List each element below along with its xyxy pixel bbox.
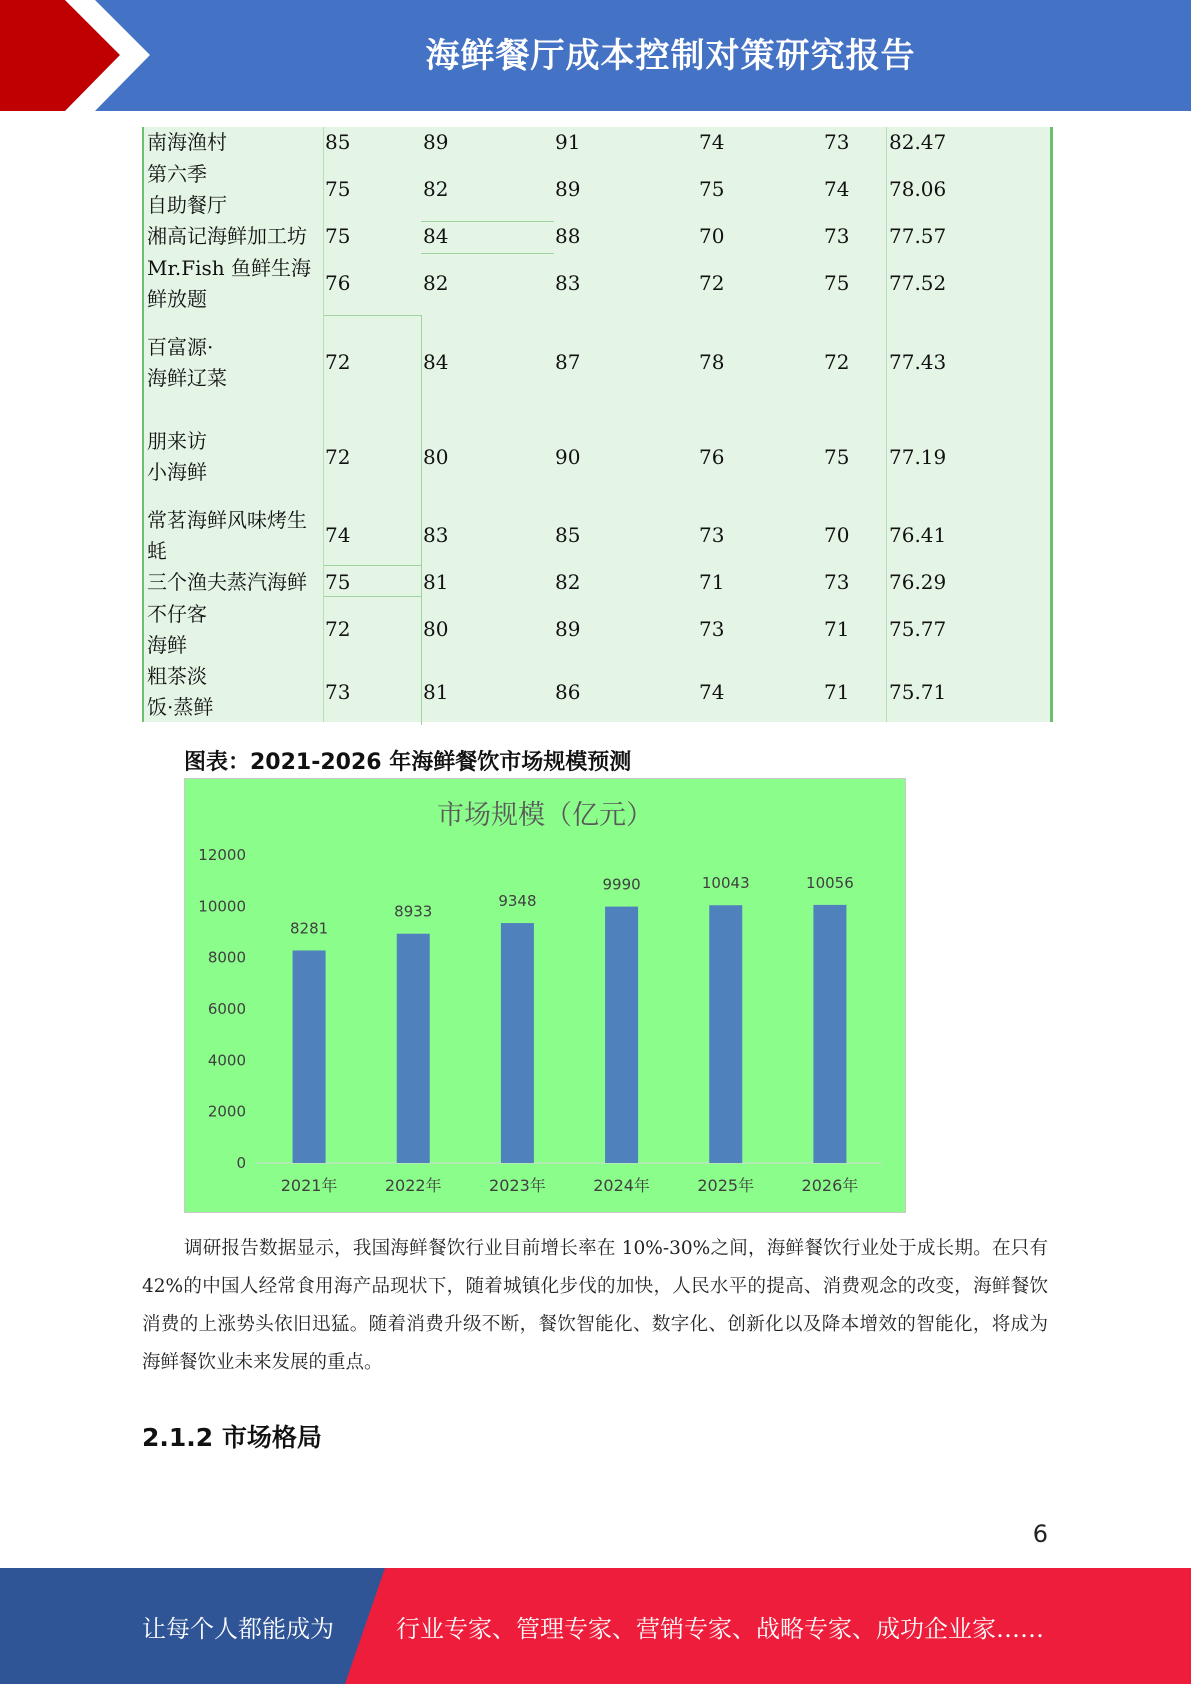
score-cell: 90 [555,444,581,469]
total-score-cell: 82.47 [889,130,947,154]
ranking-table [142,127,1053,722]
score-cell: 80 [423,617,449,641]
y-tick-label: 6000 [207,1000,246,1018]
score-cell: 73 [824,130,850,154]
score-cell: 73 [325,679,351,704]
total-score-cell: 77.52 [889,271,947,295]
table-row [144,158,1050,221]
score-cell: 72 [824,350,850,374]
score-cell: 72 [699,271,725,295]
score-cell: 78 [699,350,725,374]
data-label: 9990 [602,875,641,894]
score-cell: 74 [824,177,850,201]
data-label: 8933 [394,902,433,921]
chart-bar [813,905,846,1163]
report-title: 海鲜餐厅成本控制对策研究报告 [425,36,916,76]
table-row [144,567,1050,598]
restaurant-name-cell: 朋来访 小海鲜 [147,429,207,484]
data-label: 8281 [289,919,329,938]
y-tick-label: 4000 [207,1051,246,1070]
total-score-cell: 77.57 [889,224,947,248]
chart-title: 市场规模（亿元） [437,800,653,831]
score-cell: 72 [325,617,351,641]
restaurant-name-cell: 南海渔村 [147,130,227,154]
score-cell: 75 [325,570,351,594]
score-cell: 85 [325,130,351,154]
total-score-cell: 75.71 [889,679,947,704]
y-tick-label: 0 [236,1154,246,1172]
score-cell: 88 [555,224,581,248]
chart-bar [709,905,742,1163]
body-paragraph: 调研报告数据显示，我国海鲜餐饮行业目前增长率在 10%-30%之间，海鲜餐饮行业处于成长期。在只有 42%的中国人经常食用海产品现状下，随着城镇化步伐的加快，人民水平的提高、消费观念的改变，海鲜餐饮消费的上涨势头依旧迅猛。随着消费升级不断，餐饮智能化、数字化、创新化以及降本增效的智能化，将成为海鲜餐饮业未来发展的重点。 [142,1238,1048,1373]
score-cell: 73 [699,617,725,641]
score-cell: 89 [423,130,449,154]
section-heading: 2.1.2 市场格局 [142,1423,322,1452]
data-label: 10056 [806,873,854,892]
restaurant-name-cell: 第六季 自助餐厅 [147,161,227,217]
score-cell: 72 [325,444,351,469]
y-tick-label: 12000 [198,846,246,864]
x-tick-label: 2026年 [801,1176,859,1195]
score-cell: 74 [699,130,725,154]
y-tick-label: 2000 [207,1102,246,1121]
score-cell: 71 [824,617,850,641]
page-footer [0,1568,1191,1684]
y-tick-label: 10000 [198,897,246,916]
restaurant-name-cell: Mr.Fish 鱼鲜生海 鲜放题 [147,255,311,311]
x-tick-label: 2022年 [384,1176,442,1195]
score-cell: 75 [325,177,351,201]
table-row [144,410,1050,504]
score-cell: 83 [555,271,581,295]
restaurant-name-cell: 三个渔夫蒸汽海鲜 [147,570,307,594]
total-score-cell: 77.19 [889,444,947,469]
score-cell: 82 [423,177,449,201]
score-cell: 91 [555,130,581,154]
score-cell: 84 [423,224,449,248]
table-row [144,598,1050,661]
table-row [144,252,1050,315]
restaurant-name-cell: 不仔客 海鲜 [147,601,207,657]
table-row [144,221,1050,252]
total-score-cell: 76.41 [889,523,947,547]
score-cell: 81 [423,679,449,704]
y-tick-label: 8000 [207,948,246,967]
table-row [144,315,1050,410]
score-cell: 73 [824,570,850,594]
score-cell: 71 [699,570,725,594]
restaurant-name-cell: 粗茶淡 饭·蒸鲜 [147,664,214,719]
score-cell: 73 [699,523,725,547]
page-number: 6 [1032,1520,1048,1548]
footer-slogan-right: 行业专家、管理专家、营销专家、战略专家、成功企业家…… [396,1614,1044,1643]
table-row [144,504,1050,567]
total-score-cell: 77.43 [889,350,947,374]
total-score-cell: 76.29 [889,570,947,594]
market-size-chart [184,778,906,1213]
score-cell: 75 [824,444,850,469]
score-cell: 75 [824,271,850,295]
chart-bar [293,950,326,1163]
chart-bar [397,934,430,1163]
score-cell: 71 [824,679,850,704]
score-cell: 75 [325,224,351,248]
score-cell: 82 [555,570,581,594]
chart-bar [605,907,638,1163]
data-label: 10043 [701,874,750,893]
x-tick-label: 2021年 [280,1176,338,1195]
total-score-cell: 75.77 [889,617,947,641]
score-cell: 74 [325,523,351,547]
score-cell: 82 [423,271,449,295]
score-cell: 70 [824,523,850,547]
score-cell: 83 [423,523,449,547]
score-cell: 73 [824,224,850,248]
score-cell: 84 [423,350,449,374]
chart-bar [501,923,534,1163]
total-score-cell: 78.06 [889,177,947,201]
footer-slogan-left: 让每个人都能成为 [142,1614,334,1643]
score-cell: 87 [555,350,581,374]
score-cell: 80 [423,444,449,469]
score-cell: 70 [699,224,725,248]
score-cell: 72 [325,350,351,374]
chart-plot [185,779,905,1212]
header-red-chevron [0,0,150,111]
score-cell: 86 [555,679,581,704]
x-tick-label: 2023年 [489,1176,546,1195]
score-cell: 89 [555,617,581,641]
restaurant-name-cell: 常茗海鲜风味烤生 蚝 [147,507,307,563]
x-tick-label: 2024年 [593,1176,650,1195]
chart-caption: 图表：2021-2026 年海鲜餐饮市场规模预测 [184,750,632,775]
score-cell: 76 [325,271,351,295]
table-row [144,127,1050,158]
score-cell: 89 [555,177,581,201]
score-cell: 74 [699,679,725,704]
x-tick-label: 2025年 [697,1176,755,1195]
page-header [0,0,1191,111]
score-cell: 75 [699,177,725,201]
score-cell: 81 [423,570,449,594]
restaurant-name-cell: 百富源· 海鲜辽菜 [147,334,227,390]
data-label: 9348 [498,892,537,911]
table-row [144,661,1050,723]
score-cell: 85 [555,523,581,547]
restaurant-name-cell: 湘高记海鲜加工坊 [147,224,307,248]
score-cell: 76 [699,444,725,469]
